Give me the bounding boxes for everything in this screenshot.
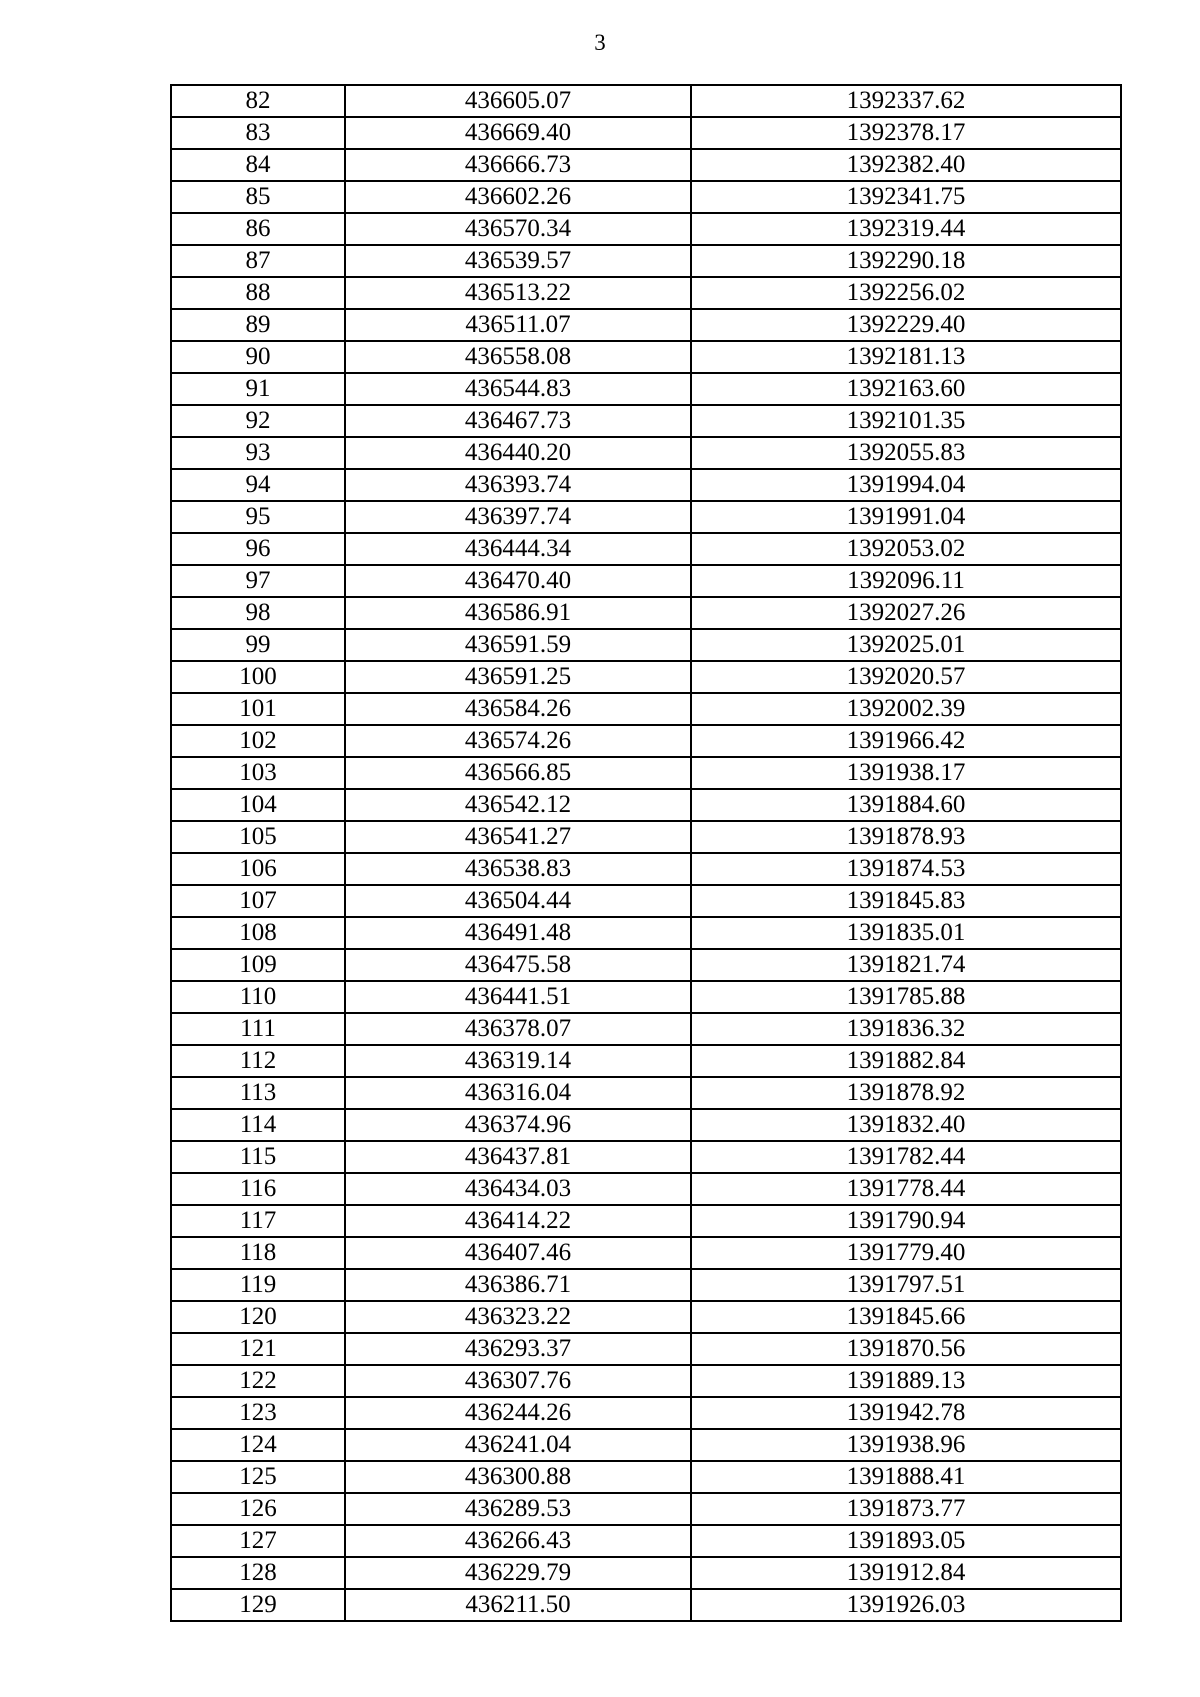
y-coordinate-cell: 1392319.44 (691, 213, 1121, 245)
table-row (171, 725, 1121, 757)
x-coordinate-cell: 436397.74 (345, 501, 691, 533)
y-coordinate-cell: 1391790.94 (691, 1205, 1121, 1237)
y-coordinate-cell: 1391938.17 (691, 757, 1121, 789)
y-coordinate-cell: 1392181.13 (691, 341, 1121, 373)
x-coordinate-cell: 436378.07 (345, 1013, 691, 1045)
y-coordinate-cell: 1392229.40 (691, 309, 1121, 341)
point-number-cell: 128 (171, 1557, 345, 1589)
y-coordinate-cell: 1391966.42 (691, 725, 1121, 757)
x-coordinate-cell: 436414.22 (345, 1205, 691, 1237)
y-coordinate-cell: 1391779.40 (691, 1237, 1121, 1269)
x-coordinate-cell: 436591.25 (345, 661, 691, 693)
x-coordinate-cell: 436570.34 (345, 213, 691, 245)
point-number-cell: 101 (171, 693, 345, 725)
y-coordinate-cell: 1391782.44 (691, 1141, 1121, 1173)
point-number-cell: 117 (171, 1205, 345, 1237)
table-row (171, 1077, 1121, 1109)
x-coordinate-cell: 436229.79 (345, 1557, 691, 1589)
x-coordinate-cell: 436475.58 (345, 949, 691, 981)
table-row (171, 181, 1121, 213)
table-row (171, 1557, 1121, 1589)
point-number-cell: 102 (171, 725, 345, 757)
table-row (171, 1525, 1121, 1557)
table-row (171, 693, 1121, 725)
x-coordinate-cell: 436541.27 (345, 821, 691, 853)
y-coordinate-cell: 1391785.88 (691, 981, 1121, 1013)
table-row (171, 565, 1121, 597)
y-coordinate-cell: 1391893.05 (691, 1525, 1121, 1557)
point-number-cell: 98 (171, 597, 345, 629)
x-coordinate-cell: 436244.26 (345, 1397, 691, 1429)
table-row (171, 341, 1121, 373)
y-coordinate-cell: 1392256.02 (691, 277, 1121, 309)
coordinates-table (170, 84, 1122, 1622)
point-number-cell: 118 (171, 1237, 345, 1269)
table-row (171, 1237, 1121, 1269)
point-number-cell: 90 (171, 341, 345, 373)
y-coordinate-cell: 1392341.75 (691, 181, 1121, 213)
point-number-cell: 124 (171, 1429, 345, 1461)
y-coordinate-cell: 1392382.40 (691, 149, 1121, 181)
point-number-cell: 126 (171, 1493, 345, 1525)
point-number-cell: 99 (171, 629, 345, 661)
table-row (171, 85, 1121, 117)
x-coordinate-cell: 436467.73 (345, 405, 691, 437)
table-row (171, 1333, 1121, 1365)
x-coordinate-cell: 436538.83 (345, 853, 691, 885)
point-number-cell: 129 (171, 1589, 345, 1621)
point-number-cell: 97 (171, 565, 345, 597)
point-number-cell: 93 (171, 437, 345, 469)
y-coordinate-cell: 1391873.77 (691, 1493, 1121, 1525)
x-coordinate-cell: 436319.14 (345, 1045, 691, 1077)
table-row (171, 1141, 1121, 1173)
x-coordinate-cell: 436513.22 (345, 277, 691, 309)
point-number-cell: 85 (171, 181, 345, 213)
point-number-cell: 86 (171, 213, 345, 245)
y-coordinate-cell: 1392053.02 (691, 533, 1121, 565)
y-coordinate-cell: 1392337.62 (691, 85, 1121, 117)
table-row (171, 405, 1121, 437)
y-coordinate-cell: 1392002.39 (691, 693, 1121, 725)
point-number-cell: 121 (171, 1333, 345, 1365)
x-coordinate-cell: 436300.88 (345, 1461, 691, 1493)
point-number-cell: 123 (171, 1397, 345, 1429)
point-number-cell: 115 (171, 1141, 345, 1173)
point-number-cell: 111 (171, 1013, 345, 1045)
x-coordinate-cell: 436605.07 (345, 85, 691, 117)
table-row (171, 1365, 1121, 1397)
x-coordinate-cell: 436407.46 (345, 1237, 691, 1269)
point-number-cell: 91 (171, 373, 345, 405)
point-number-cell: 113 (171, 1077, 345, 1109)
table-row (171, 309, 1121, 341)
y-coordinate-cell: 1391874.53 (691, 853, 1121, 885)
point-number-cell: 104 (171, 789, 345, 821)
table-row (171, 1461, 1121, 1493)
point-number-cell: 88 (171, 277, 345, 309)
x-coordinate-cell: 436669.40 (345, 117, 691, 149)
point-number-cell: 82 (171, 85, 345, 117)
table-row (171, 1397, 1121, 1429)
x-coordinate-cell: 436241.04 (345, 1429, 691, 1461)
table-row (171, 213, 1121, 245)
x-coordinate-cell: 436293.37 (345, 1333, 691, 1365)
y-coordinate-cell: 1392027.26 (691, 597, 1121, 629)
point-number-cell: 103 (171, 757, 345, 789)
point-number-cell: 100 (171, 661, 345, 693)
x-coordinate-cell: 436542.12 (345, 789, 691, 821)
x-coordinate-cell: 436444.34 (345, 533, 691, 565)
table-row (171, 117, 1121, 149)
y-coordinate-cell: 1391884.60 (691, 789, 1121, 821)
y-coordinate-cell: 1391845.66 (691, 1301, 1121, 1333)
x-coordinate-cell: 436374.96 (345, 1109, 691, 1141)
x-coordinate-cell: 436666.73 (345, 149, 691, 181)
point-number-cell: 96 (171, 533, 345, 565)
coordinates-table-body (171, 85, 1121, 1621)
table-row (171, 1013, 1121, 1045)
point-number-cell: 120 (171, 1301, 345, 1333)
x-coordinate-cell: 436584.26 (345, 693, 691, 725)
y-coordinate-cell: 1391878.93 (691, 821, 1121, 853)
x-coordinate-cell: 436323.22 (345, 1301, 691, 1333)
y-coordinate-cell: 1391821.74 (691, 949, 1121, 981)
y-coordinate-cell: 1391942.78 (691, 1397, 1121, 1429)
x-coordinate-cell: 436266.43 (345, 1525, 691, 1557)
y-coordinate-cell: 1391888.41 (691, 1461, 1121, 1493)
x-coordinate-cell: 436539.57 (345, 245, 691, 277)
x-coordinate-cell: 436393.74 (345, 469, 691, 501)
table-row (171, 661, 1121, 693)
table-row (171, 533, 1121, 565)
table-row (171, 1205, 1121, 1237)
y-coordinate-cell: 1391882.84 (691, 1045, 1121, 1077)
point-number-cell: 107 (171, 885, 345, 917)
x-coordinate-cell: 436586.91 (345, 597, 691, 629)
table-row (171, 277, 1121, 309)
point-number-cell: 83 (171, 117, 345, 149)
y-coordinate-cell: 1392163.60 (691, 373, 1121, 405)
point-number-cell: 127 (171, 1525, 345, 1557)
x-coordinate-cell: 436470.40 (345, 565, 691, 597)
point-number-cell: 112 (171, 1045, 345, 1077)
y-coordinate-cell: 1391878.92 (691, 1077, 1121, 1109)
table-row (171, 629, 1121, 661)
x-coordinate-cell: 436602.26 (345, 181, 691, 213)
table-row (171, 469, 1121, 501)
point-number-cell: 105 (171, 821, 345, 853)
y-coordinate-cell: 1391832.40 (691, 1109, 1121, 1141)
table-row (171, 949, 1121, 981)
table-row (171, 437, 1121, 469)
y-coordinate-cell: 1391836.32 (691, 1013, 1121, 1045)
y-coordinate-cell: 1391994.04 (691, 469, 1121, 501)
point-number-cell: 114 (171, 1109, 345, 1141)
y-coordinate-cell: 1391870.56 (691, 1333, 1121, 1365)
table-row (171, 149, 1121, 181)
table-row (171, 1269, 1121, 1301)
y-coordinate-cell: 1391926.03 (691, 1589, 1121, 1621)
x-coordinate-cell: 436386.71 (345, 1269, 691, 1301)
y-coordinate-cell: 1392290.18 (691, 245, 1121, 277)
x-coordinate-cell: 436434.03 (345, 1173, 691, 1205)
point-number-cell: 122 (171, 1365, 345, 1397)
y-coordinate-cell: 1391912.84 (691, 1557, 1121, 1589)
table-row (171, 1045, 1121, 1077)
table-row (171, 917, 1121, 949)
point-number-cell: 87 (171, 245, 345, 277)
y-coordinate-cell: 1391889.13 (691, 1365, 1121, 1397)
point-number-cell: 119 (171, 1269, 345, 1301)
table-row (171, 981, 1121, 1013)
y-coordinate-cell: 1391778.44 (691, 1173, 1121, 1205)
y-coordinate-cell: 1391797.51 (691, 1269, 1121, 1301)
y-coordinate-cell: 1392096.11 (691, 565, 1121, 597)
x-coordinate-cell: 436307.76 (345, 1365, 691, 1397)
x-coordinate-cell: 436574.26 (345, 725, 691, 757)
point-number-cell: 84 (171, 149, 345, 181)
x-coordinate-cell: 436211.50 (345, 1589, 691, 1621)
point-number-cell: 95 (171, 501, 345, 533)
table-row (171, 1109, 1121, 1141)
table-row (171, 1589, 1121, 1621)
y-coordinate-cell: 1392101.35 (691, 405, 1121, 437)
x-coordinate-cell: 436289.53 (345, 1493, 691, 1525)
x-coordinate-cell: 436491.48 (345, 917, 691, 949)
point-number-cell: 94 (171, 469, 345, 501)
x-coordinate-cell: 436440.20 (345, 437, 691, 469)
table-row (171, 501, 1121, 533)
table-row (171, 821, 1121, 853)
x-coordinate-cell: 436591.59 (345, 629, 691, 661)
x-coordinate-cell: 436441.51 (345, 981, 691, 1013)
table-row (171, 1429, 1121, 1461)
table-row (171, 373, 1121, 405)
y-coordinate-cell: 1391991.04 (691, 501, 1121, 533)
x-coordinate-cell: 436544.83 (345, 373, 691, 405)
point-number-cell: 89 (171, 309, 345, 341)
table-row (171, 1493, 1121, 1525)
x-coordinate-cell: 436316.04 (345, 1077, 691, 1109)
y-coordinate-cell: 1392025.01 (691, 629, 1121, 661)
x-coordinate-cell: 436437.81 (345, 1141, 691, 1173)
table-row (171, 757, 1121, 789)
point-number-cell: 116 (171, 1173, 345, 1205)
y-coordinate-cell: 1391938.96 (691, 1429, 1121, 1461)
x-coordinate-cell: 436558.08 (345, 341, 691, 373)
table-row (171, 789, 1121, 821)
y-coordinate-cell: 1392055.83 (691, 437, 1121, 469)
y-coordinate-cell: 1392020.57 (691, 661, 1121, 693)
y-coordinate-cell: 1392378.17 (691, 117, 1121, 149)
y-coordinate-cell: 1391845.83 (691, 885, 1121, 917)
table-row (171, 853, 1121, 885)
y-coordinate-cell: 1391835.01 (691, 917, 1121, 949)
point-number-cell: 106 (171, 853, 345, 885)
x-coordinate-cell: 436566.85 (345, 757, 691, 789)
point-number-cell: 108 (171, 917, 345, 949)
x-coordinate-cell: 436511.07 (345, 309, 691, 341)
page-number: 3 (594, 30, 606, 55)
table-row (171, 1301, 1121, 1333)
table-row (171, 597, 1121, 629)
point-number-cell: 125 (171, 1461, 345, 1493)
point-number-cell: 109 (171, 949, 345, 981)
point-number-cell: 110 (171, 981, 345, 1013)
x-coordinate-cell: 436504.44 (345, 885, 691, 917)
table-row (171, 245, 1121, 277)
point-number-cell: 92 (171, 405, 345, 437)
table-row (171, 885, 1121, 917)
table-row (171, 1173, 1121, 1205)
